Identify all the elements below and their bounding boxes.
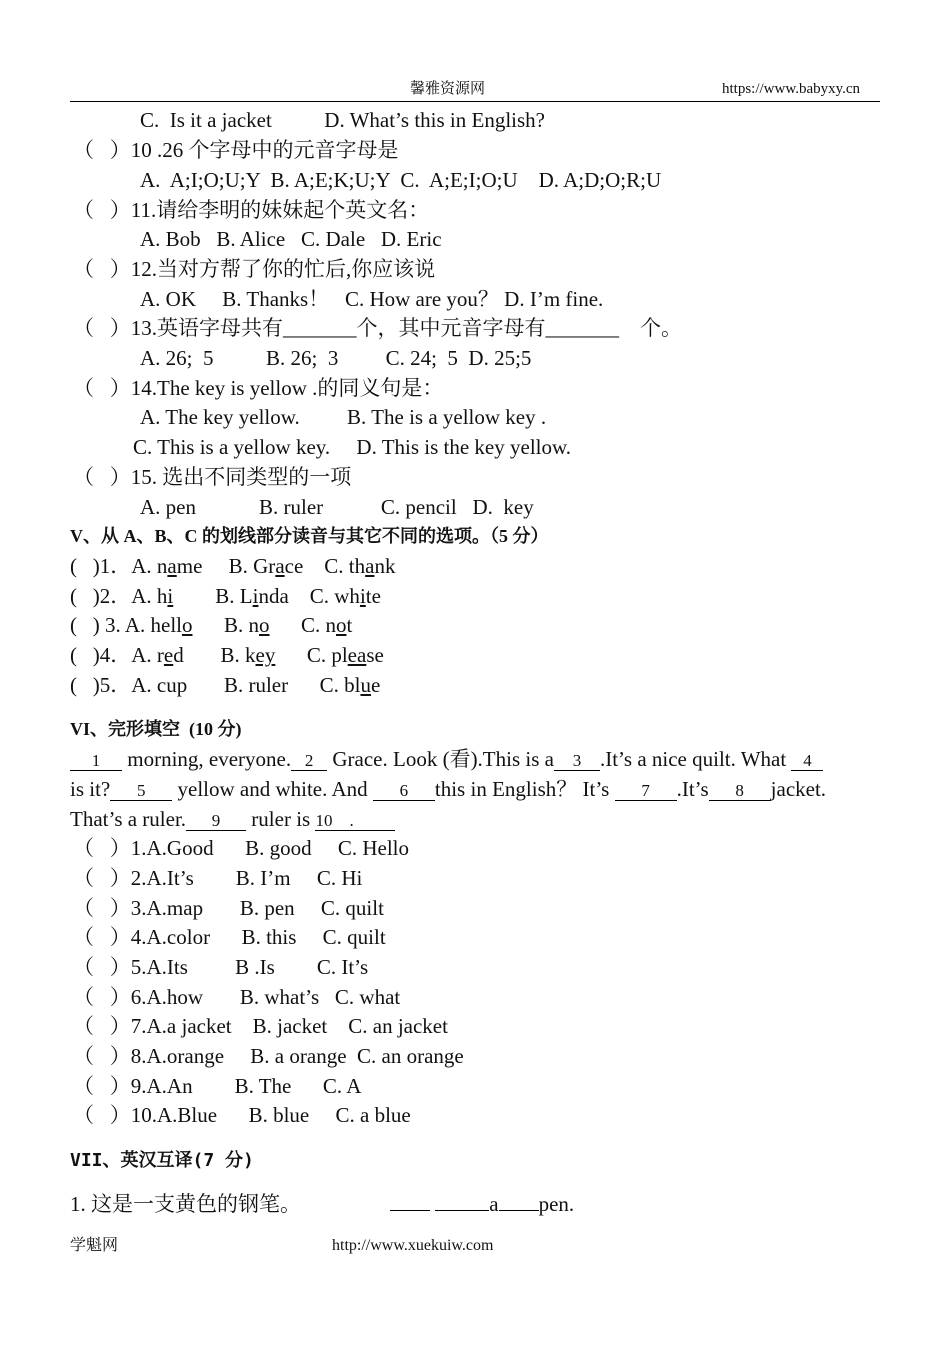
phonics-row-2: ( )2．A. hi B. Linda C. white bbox=[70, 584, 381, 608]
cloze-blank-10: 10 . bbox=[315, 812, 395, 831]
footer-site-name: 学魁网 bbox=[70, 1237, 119, 1254]
q14-stem: （ ）14.The key is yellow .的同义句是： bbox=[73, 376, 444, 400]
section-6-title: VI、完形填空 (10 分) bbox=[70, 719, 242, 739]
cloze-blank-8: 8 bbox=[709, 782, 771, 801]
header-rule bbox=[70, 101, 880, 102]
translate-blank-2 bbox=[435, 1192, 489, 1211]
section-5-title: V、从 A、B、C 的划线部分读音与其它不同的选项。（5 分） bbox=[70, 526, 549, 546]
q12-options: A. OK B. Thanks！ C. How are you？ D. I’m fine. bbox=[140, 287, 604, 311]
cloze-option-6: （ ）6.A.how B. what’s C. what bbox=[73, 985, 401, 1009]
cloze-blank-3: 3 bbox=[554, 752, 600, 771]
q10-stem: （ ）10 .26 个字母中的元音字母是 bbox=[73, 138, 399, 162]
q10-options: A. A;I;O;U;Y B. A;E;K;U;Y C. A;E;I;O;U D. A;D;O;R;U bbox=[140, 168, 662, 192]
footer-url: http://www.xuekuiw.com bbox=[332, 1237, 494, 1254]
q15-stem: （ ）15. 选出不同类型的一项 bbox=[73, 465, 352, 489]
q11-stem: （ ）11.请给李明的妹妹起个英文名： bbox=[73, 198, 430, 222]
cloze-blank-6: 6 bbox=[373, 782, 435, 801]
cloze-option-1: （ ）1.A.Good B. good C. Hello bbox=[73, 836, 409, 860]
cloze-option-8: （ ）8.A.orange B. a orange C. an orange bbox=[73, 1044, 464, 1068]
translate-blank-1 bbox=[390, 1192, 430, 1211]
cloze-blank-1: 1 bbox=[70, 752, 122, 771]
cloze-blank-4: 4 bbox=[791, 752, 823, 771]
q14-options-cd: C. This is a yellow key. D. This is the key yellow. bbox=[133, 435, 572, 459]
cloze-line-3: That’s a ruler. 9 ruler is 10 . bbox=[70, 806, 395, 832]
cloze-option-3: （ ）3.A.map B. pen C. quilt bbox=[73, 896, 384, 920]
q11-options: A. Bob B. Alice C. Dale D. Eric bbox=[140, 227, 442, 251]
translate-q1: 1. 这是一支黄色的钢笔。 bbox=[70, 1192, 301, 1216]
phonics-row-1: ( )1．A. name B. Grace C. thank bbox=[70, 554, 396, 578]
cloze-blank-9: 9 bbox=[186, 812, 246, 831]
q9-options-cd: C. Is it a jacket D. What’s this in English? bbox=[140, 108, 545, 132]
phonics-row-4: ( )4．A. red B. key C. please bbox=[70, 643, 384, 667]
q13-options: A. 26; 5 B. 26; 3 C. 24; 5 D. 25;5 bbox=[140, 346, 532, 370]
q14-options-ab: A. The key yellow. B. The is a yellow key . bbox=[140, 405, 547, 429]
cloze-blank-5: 5 bbox=[110, 782, 172, 801]
cloze-option-2: （ ）2.A.It’s B. I’m C. Hi bbox=[73, 866, 363, 890]
cloze-blank-2: 2 bbox=[291, 752, 327, 771]
translate-blank-3 bbox=[499, 1192, 539, 1211]
cloze-option-10: （ ）10.A.Blue B. blue C. a blue bbox=[73, 1103, 411, 1127]
cloze-blank-7: 7 bbox=[615, 782, 677, 801]
cloze-option-7: （ ）7.A.a jacket B. jacket C. an jacket bbox=[73, 1014, 448, 1038]
cloze-option-9: （ ）9.A.An B. The C. A bbox=[73, 1074, 362, 1098]
cloze-option-5: （ ）5.A.Its B .Is C. It’s bbox=[73, 955, 369, 979]
header-site-name: 馨雅资源网 bbox=[410, 81, 486, 97]
translate-q1-answer: a pen. bbox=[390, 1191, 574, 1217]
cloze-line-2: is it? 5 yellow and white. And 6 this in English？ It’s 7 .It’s 8 jacket. bbox=[70, 777, 827, 801]
cloze-option-4: （ ）4.A.color B. this C. quilt bbox=[73, 925, 386, 949]
q12-stem: （ ）12.当对方帮了你的忙后,你应该说 bbox=[73, 257, 436, 281]
cloze-line-1: 1 morning, everyone. 2 Grace. Look (看).This is a 3 .It’s a nice quilt. What 4 bbox=[70, 746, 823, 772]
q13-stem: （ ）13.英语字母共有_______个，其中元音字母有_______ 个。 bbox=[73, 316, 682, 340]
phonics-row-3: ( ) 3. A. hello B. no C. not bbox=[70, 613, 353, 637]
phonics-row-5: ( )5．A. cup B. ruler C. blue bbox=[70, 673, 381, 697]
section-7-title: VII、英汉互译(7 分) bbox=[70, 1150, 254, 1171]
header-url: https://www.babyxy.cn bbox=[722, 81, 861, 97]
q15-options: A. pen B. ruler C. pencil D. key bbox=[140, 495, 534, 519]
